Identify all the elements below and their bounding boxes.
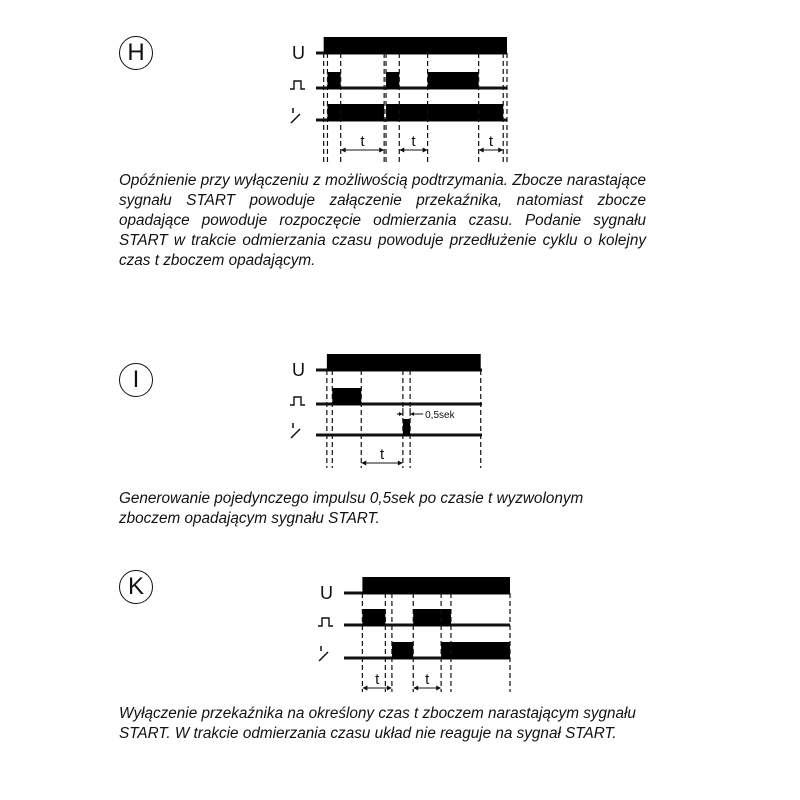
interval-label-t: t — [375, 671, 380, 688]
supply-label: U — [292, 43, 305, 63]
interval-label-t: t — [379, 446, 385, 463]
relay-on-bar — [392, 642, 413, 659]
supply-label: U — [320, 583, 333, 603]
time-interval-t — [362, 671, 392, 691]
interval-label-t: t — [488, 133, 494, 150]
start-signal-icon — [318, 618, 333, 626]
mode-badge-h: H — [119, 36, 153, 70]
relay-contact-icon — [319, 646, 328, 661]
description-h: Opóźnienie przy wyłączeniu z możliwością podtrzymania. Zbocze narastające sygnału START powoduje załączenie przekaźnika, natomiast zbocze opadające powoduje rozpoczęcie odmierzania czasu. Podanie sygnału START w trakcie odmierzania czasu powoduje przedłużenie cyklu o kolejny czas t zboczem opadającym. — [119, 172, 646, 269]
arrowhead-left-icon — [413, 686, 418, 691]
pulse-width-label: 0,5sek — [425, 410, 455, 421]
interval-label-t: t — [425, 671, 430, 688]
arrowhead-right-icon — [436, 686, 441, 691]
description-i: Generowanie pojedynczego impulsu 0,5sek po czasie t wyzwolonym zboczem opadającym sygnału START. — [119, 490, 584, 527]
arrowhead-left-icon — [362, 686, 367, 691]
mode-badge-i: I — [119, 363, 153, 397]
supply-label: U — [292, 360, 305, 380]
description-k: Wyłączenie przekaźnika na określony czas t zboczem narastającym sygnału START. W trakcie odmierzania czasu układ nie reaguje na sygnał START. — [119, 705, 636, 742]
interval-label-t: t — [411, 133, 416, 150]
supply-on-bar — [362, 577, 510, 594]
relay-contact-blade — [319, 652, 328, 661]
time-interval-t — [413, 671, 441, 691]
arrowhead-right-icon — [387, 686, 392, 691]
start-pulse-bar — [413, 609, 451, 626]
mode-badge-k: K — [119, 570, 153, 604]
interval-label-t: t — [360, 133, 365, 150]
start-pulse-bar — [362, 609, 385, 626]
